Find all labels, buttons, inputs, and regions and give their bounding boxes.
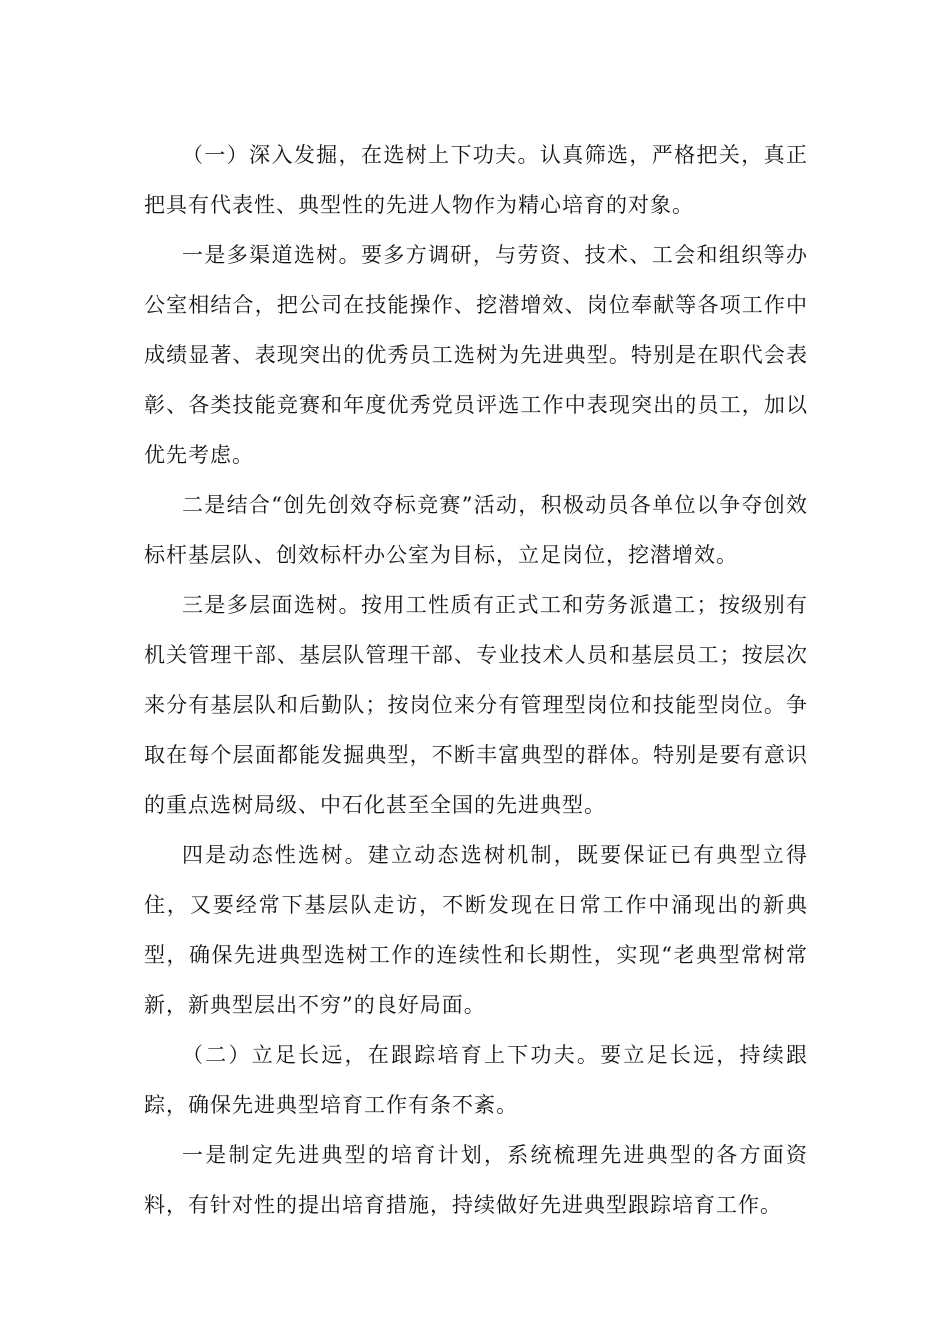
paragraph-training-plan: 一是制定先进典型的培育计划，系统梳理先进典型的各方面资料，有针对性的提出培育措施，持续做好先进典型跟踪培育工作。 [144, 1143, 808, 1217]
document-body [144, 130, 808, 1230]
paragraph-section-two-heading: （二）立足长远，在跟踪培育上下功夫。要立足长远，持续跟踪，确保先进典型培育工作有条不紊。 [144, 1043, 808, 1117]
paragraph-section-one-heading: （一）深入发掘，在选树上下功夫。认真筛选，严格把关，真正把具有代表性、典型性的先进人物作为精心培育的对象。 [144, 143, 808, 217]
paragraph-dynamic: 四是动态性选树。建立动态选树机制，既要保证已有典型立得住，又要经常下基层队走访，不断发现在日常工作中涌现出的新典型，确保先进典型选树工作的连续性和长期性，实现“老典型常树常新，新典型层出不穷”的良好局面。 [144, 843, 808, 1017]
paragraph-competition: 二是结合“创先创效夺标竞赛”活动，积极动员各单位以争夺创效标杆基层队、创效标杆办公室为目标，立足岗位，挖潜增效。 [144, 493, 808, 567]
paragraph-multi-level: 三是多层面选树。按用工性质有正式工和劳务派遣工；按级别有机关管理干部、基层队管理干部、专业技术人员和基层员工；按层次来分有基层队和后勤队；按岗位来分有管理型岗位和技能型岗位。争取在每个层面都能发掘典型，不断丰富典型的群体。特别是要有意识的重点选树局级、中石化甚至全国的先进典型。 [144, 593, 808, 817]
paragraph-multi-channel: 一是多渠道选树。要多方调研，与劳资、技术、工会和组织等办公室相结合，把公司在技能操作、挖潜增效、岗位奉献等各项工作中成绩显著、表现突出的优秀员工选树为先进典型。特别是在职代会表彰、各类技能竞赛和年度优秀党员评选工作中表现突出的员工，加以优先考虑。 [144, 243, 808, 467]
